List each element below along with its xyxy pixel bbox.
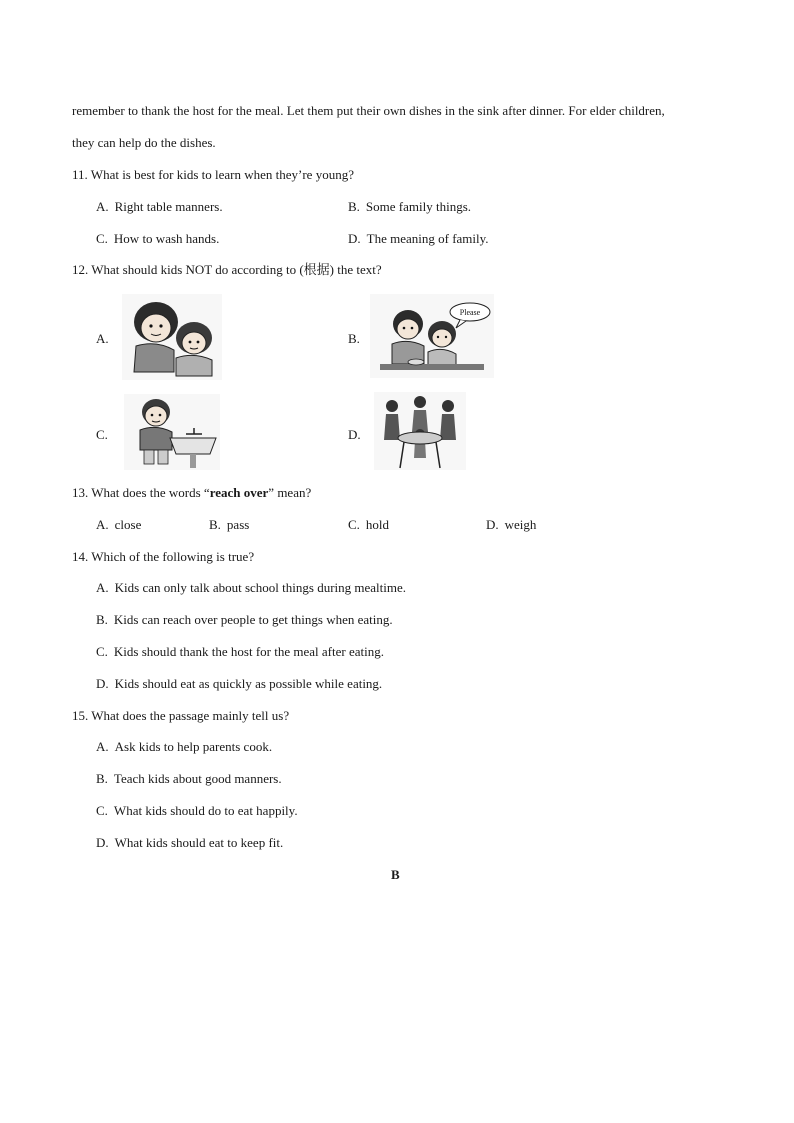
q11-option-a [96, 199, 223, 215]
option-letter: C. [96, 644, 108, 659]
q15-option-a [96, 739, 272, 755]
q11-option-c [96, 231, 219, 247]
option-letter: C. [96, 231, 108, 246]
option-text: Kids should thank the host for the meal after eating. [113, 644, 384, 659]
question-stem-post: ” mean? [268, 485, 312, 500]
q11-option-d [348, 231, 489, 247]
q14-option-c [96, 644, 384, 660]
question-number: 13. [72, 485, 89, 500]
question-stem: What does the passage mainly tell us? [91, 708, 290, 723]
option-letter: B. [96, 612, 108, 627]
question-number: 12. [72, 262, 89, 277]
option-letter: A. [96, 199, 109, 214]
question-12 [72, 262, 382, 278]
passage-line-1: remember to thank the host for the meal. Let them put their own dishes in the sink after dinner. For elder children, [72, 103, 665, 118]
option-text: What kids should eat to keep fit. [114, 835, 284, 850]
boy-washing-hands-picture [124, 394, 220, 470]
question-11 [72, 167, 354, 183]
option-text: weigh [504, 517, 537, 532]
speech-bubble-text: Please [459, 308, 481, 317]
question-stem: What should kids NOT do according to (根据) the text? [91, 262, 382, 277]
q13-option-b [209, 517, 249, 533]
option-text: pass [226, 517, 250, 532]
q13-option-d [486, 517, 536, 533]
two-kids-talking-picture [122, 294, 222, 380]
option-text: Kids can reach over people to get things when eating. [113, 612, 393, 627]
question-stem-pre: What does the words “ [91, 485, 210, 500]
option-letter: D. [96, 676, 109, 691]
option-text: Ask kids to help parents cook. [114, 739, 273, 754]
question-stem: What is best for kids to learn when they’re young? [90, 167, 354, 182]
option-letter: A. [96, 739, 109, 754]
option-letter: D. [348, 231, 361, 246]
option-text: How to wash hands. [113, 231, 220, 246]
option-text: Some family things. [365, 199, 472, 214]
option-text: close [114, 517, 142, 532]
kids-at-table-please-picture [370, 294, 494, 378]
option-letter: A. [96, 580, 109, 595]
q15-option-b [96, 771, 282, 787]
q15-option-c [96, 803, 298, 819]
passage-line-2: they can help do the dishes. [72, 135, 216, 150]
q15-option-d [96, 835, 283, 851]
option-letter: B. [96, 771, 108, 786]
question-stem-bold: reach over [209, 485, 269, 500]
question-15 [72, 708, 289, 724]
question-number: 14. [72, 549, 89, 564]
question-number: 15. [72, 708, 89, 723]
q12-option-d-letter: D. [348, 427, 361, 442]
q12-option-c-letter: C. [96, 427, 108, 442]
question-number: 11. [72, 167, 88, 182]
q12-option-b-letter: B. [348, 331, 360, 346]
q13-option-a [96, 517, 141, 533]
q14-option-b [96, 612, 393, 628]
option-text: Kids should eat as quickly as possible while eating. [114, 676, 383, 691]
option-letter: C. [348, 517, 360, 532]
family-at-table-picture [374, 392, 466, 470]
option-text: hold [365, 517, 390, 532]
option-text: Kids can only talk about school things during mealtime. [114, 580, 407, 595]
option-text: Teach kids about good manners. [113, 771, 282, 786]
q14-option-d [96, 676, 382, 692]
option-letter: C. [96, 803, 108, 818]
option-text: Right table manners. [114, 199, 223, 214]
option-letter: B. [348, 199, 360, 214]
option-text: The meaning of family. [366, 231, 489, 246]
option-letter: B. [209, 517, 221, 532]
option-text: What kids should do to eat happily. [113, 803, 298, 818]
q11-option-b [348, 199, 471, 215]
question-stem: Which of the following is true? [91, 549, 255, 564]
q12-option-a-letter: A. [96, 331, 109, 346]
section-label: B [391, 867, 400, 882]
option-letter: A. [96, 517, 109, 532]
option-letter: D. [486, 517, 499, 532]
q13-option-c [348, 517, 389, 533]
q14-option-a [96, 580, 406, 596]
question-13 [72, 485, 311, 501]
question-14 [72, 549, 254, 565]
option-letter: D. [96, 835, 109, 850]
